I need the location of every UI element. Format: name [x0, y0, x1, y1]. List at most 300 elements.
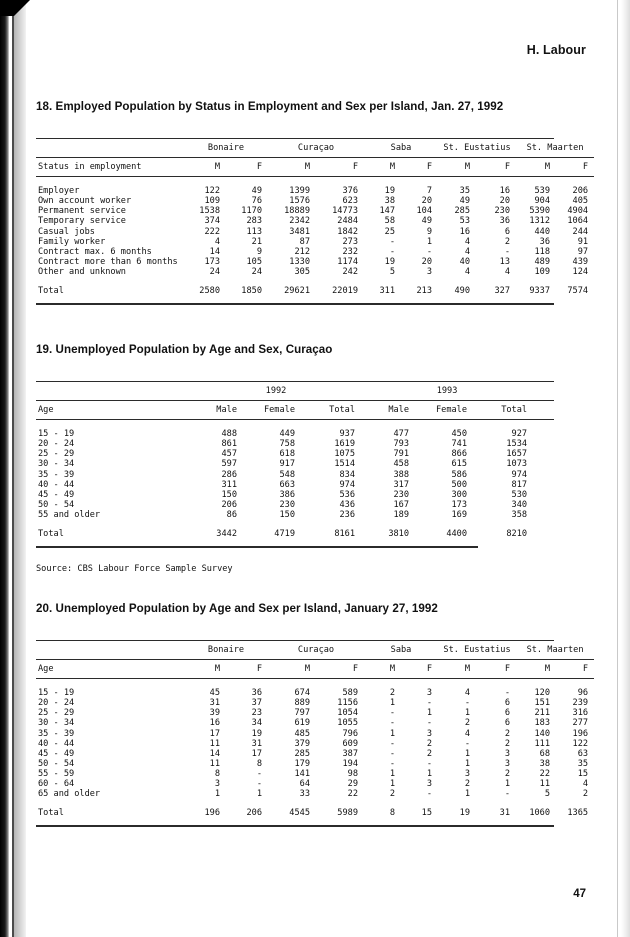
- table-20-row-label: 40 - 44: [38, 738, 75, 749]
- table-18-cell: 14773: [332, 206, 358, 217]
- table-18-cell: 25: [384, 226, 395, 237]
- table-20-sex-header: M: [464, 664, 471, 675]
- table-20-cell: 1: [464, 708, 471, 719]
- running-head: H. Labour: [526, 43, 586, 57]
- table-19-row-label: 55 and older: [38, 509, 101, 520]
- table-row: [36, 510, 554, 520]
- table-20-total-cell: 4545: [289, 808, 310, 819]
- table-19-total-cell: 3810: [388, 529, 410, 540]
- table-20-total-cell: 8: [389, 808, 395, 819]
- table-20-cell: 179: [294, 758, 310, 769]
- table-18-total-cell: 22019: [332, 286, 358, 297]
- table-20-sex-header: F: [582, 664, 589, 675]
- table-20-row-label: 55 - 59: [38, 768, 75, 779]
- table-20-cell: 277: [572, 718, 589, 729]
- table-18-cell: 36: [499, 216, 511, 227]
- table-20-cell: 1: [214, 789, 220, 800]
- table-18-cell: -: [389, 246, 395, 257]
- table-19-cell: 230: [393, 489, 410, 500]
- table-20-total-row: [36, 808, 594, 818]
- table-19-cell: 436: [339, 499, 356, 510]
- table-19-total-cell: 8161: [334, 529, 356, 540]
- table-18-cell: 4: [464, 236, 471, 247]
- table-20-cell: 3: [426, 779, 433, 790]
- table-18-cell: 285: [454, 206, 471, 217]
- table-20-sex-header: F: [504, 664, 511, 675]
- table-20-cell: 120: [534, 688, 551, 699]
- table-row: [36, 729, 594, 739]
- table-19-cell: 917: [279, 459, 295, 470]
- table-19-cell: 300: [451, 489, 468, 500]
- table-row: [36, 227, 594, 237]
- table-20-cell: 96: [577, 688, 589, 699]
- table-18-total-cell: 490: [454, 286, 471, 297]
- table-20-cell: 111: [534, 738, 551, 749]
- table-18-cell: -: [504, 246, 511, 257]
- table-18-row-label: Family worker: [38, 236, 106, 247]
- table-row: [36, 718, 594, 728]
- table-20-cell: 3: [214, 779, 220, 790]
- table-20-row-label: 50 - 54: [38, 758, 75, 769]
- table-19-total-cell: 3442: [216, 529, 237, 540]
- table-19-corner-cell: [36, 382, 191, 400]
- table-18-cell: 105: [246, 256, 262, 267]
- table-18-cell: 4: [464, 266, 471, 277]
- table-19-block: [36, 343, 554, 574]
- table-19-cell: 206: [221, 499, 237, 510]
- table-20-cell: 239: [572, 698, 589, 709]
- table-20-cell: 589: [342, 688, 358, 699]
- table-20-cell: 2: [464, 718, 471, 729]
- table-20-cell: 63: [577, 748, 589, 759]
- table-20-rule-bottom: [36, 825, 554, 827]
- table-20-cell: 3: [504, 748, 511, 759]
- table-20-cell: 22: [539, 768, 551, 779]
- table-20-title: 20. Unemployed Population by Age and Sex per Island, January 27, 1992: [36, 602, 438, 615]
- table-18-cell: 232: [342, 246, 358, 257]
- table-18-cell: 489: [534, 256, 551, 267]
- table-20-cell: 2: [389, 688, 395, 699]
- table-18-cell: 19: [384, 186, 395, 197]
- table-18-cell: 118: [534, 246, 551, 257]
- table-row: [36, 449, 554, 459]
- table-18-cell: 4: [464, 246, 471, 257]
- table-20-cell: 609: [342, 738, 358, 749]
- table-20-stub-header: Age: [38, 664, 54, 675]
- table-19-cell: 663: [279, 479, 295, 490]
- table-20-group-curacao: Curaçao: [297, 645, 335, 655]
- table-18-cell: 16: [459, 226, 471, 237]
- table-19-row-label: 45 - 49: [38, 489, 75, 500]
- table-18-row-label: Other and unknown: [38, 266, 126, 277]
- table-row: [36, 439, 554, 449]
- table-18-row-label: Contract more than 6 months: [38, 256, 178, 267]
- table-20-cell: 1: [389, 728, 395, 739]
- table-19-cell: 741: [451, 439, 468, 450]
- table-20-cell: 22: [347, 789, 358, 800]
- table-18-cell: 1538: [199, 206, 220, 217]
- table-20-cell: 2: [389, 789, 395, 800]
- table-20: [36, 641, 594, 825]
- table-18-cell: 539: [534, 186, 551, 197]
- table-18-row-label: Casual jobs: [38, 226, 95, 237]
- table-18-total-label: Total: [38, 286, 64, 297]
- table-18-cell: -: [426, 246, 433, 257]
- table-19-cell: 866: [451, 449, 468, 460]
- table-20-sex-header: M: [389, 664, 395, 675]
- table-18-group-st-maarten: St. Maarten: [526, 143, 584, 153]
- table-20-group-st-maarten: St. Maarten: [526, 645, 584, 655]
- table-18-total-row: [36, 286, 594, 296]
- table-18-cell: 122: [204, 186, 220, 197]
- table-19-total-label: Total: [38, 529, 64, 540]
- table-20-cell: 151: [534, 698, 551, 709]
- table-row: [36, 480, 554, 490]
- table-20-cell: 23: [251, 708, 262, 719]
- table-18-cell: 439: [572, 256, 589, 267]
- table-20-row-label: 45 - 49: [38, 748, 75, 759]
- table-18-cell: 374: [204, 216, 220, 227]
- table-20-cell: 64: [299, 779, 310, 790]
- table-20-cell: 140: [534, 728, 551, 739]
- table-20-cell: 387: [342, 748, 358, 759]
- table-18-cell: 6: [504, 226, 511, 237]
- table-18-cell: 4904: [567, 206, 589, 217]
- table-18-rule-bottom: [36, 303, 554, 305]
- table-row: [36, 789, 594, 799]
- table-20-cell: 36: [251, 688, 262, 699]
- table-18-cell: 14: [209, 246, 220, 257]
- table-row: [36, 779, 594, 789]
- table-20-cell: 2: [464, 779, 471, 790]
- table-20-cell: 38: [539, 758, 551, 769]
- table-18-title: 18. Employed Population by Status in Employment and Sex per Island, Jan. 27, 1992: [36, 100, 504, 113]
- table-18-cell: 49: [459, 196, 471, 207]
- table-19-row-label: 40 - 44: [38, 479, 75, 490]
- table-row: [36, 267, 594, 277]
- table-18-sex-header: F: [256, 162, 262, 173]
- table-19-row-label: 15 - 19: [38, 429, 75, 440]
- table-19-cell: 1073: [506, 459, 528, 470]
- table-18-cell: 113: [246, 226, 262, 237]
- table-20-cell: 29: [347, 779, 358, 790]
- table-19-cell: 586: [451, 469, 468, 480]
- table-20-cell: -: [389, 758, 395, 769]
- table-20-cell: 1156: [337, 698, 358, 709]
- table-19-cell: 530: [511, 489, 528, 500]
- table-20-cell: 4: [464, 688, 471, 699]
- table-19-cell: 834: [339, 469, 356, 480]
- table-19-cell: 286: [221, 469, 237, 480]
- table-18-block: [36, 100, 589, 305]
- table-19-total-cell: 4400: [446, 529, 468, 540]
- table-18-cell: 1399: [289, 186, 310, 197]
- table-20-sex-header: F: [352, 664, 358, 675]
- table-18-cell: 49: [251, 186, 262, 197]
- table-20-cell: 19: [251, 728, 262, 739]
- table-20-cell: 17: [209, 728, 220, 739]
- table-19-cell: 86: [226, 509, 237, 520]
- table-18-sex-header: M: [544, 162, 551, 173]
- table-19-cell: 791: [393, 449, 410, 460]
- table-19-sub-header: Total: [501, 405, 528, 416]
- table-19-cell: 169: [451, 509, 468, 520]
- table-18-island-header-row: [36, 139, 594, 157]
- table-18-cell: 58: [384, 216, 395, 227]
- table-18-cell: 21: [251, 236, 262, 247]
- table-18-spacer: [36, 177, 594, 186]
- table-19-total-cell: 4719: [274, 529, 295, 540]
- table-20-total-cell: 5989: [337, 808, 358, 819]
- table-19-stub-header: Age: [38, 405, 54, 416]
- table-row: [36, 739, 594, 749]
- table-row: [36, 247, 594, 257]
- table-20-cell: 141: [294, 768, 310, 779]
- table-18-cell: 212: [294, 246, 310, 257]
- table-18-cell: 9: [426, 226, 433, 237]
- table-18-cell: 2: [504, 236, 511, 247]
- table-18-cell: 3481: [289, 226, 310, 237]
- table-19-sub-header-row: [36, 401, 554, 419]
- table-20-row-label: 35 - 39: [38, 728, 75, 739]
- table-18-sex-header: F: [352, 162, 358, 173]
- table-20-cell: 379: [294, 738, 310, 749]
- table-20-cell: 6: [504, 708, 511, 719]
- table-19-cell: 793: [393, 439, 410, 450]
- table-18-cell: 1174: [337, 256, 358, 267]
- table-18-cell: 273: [342, 236, 358, 247]
- table-20-cell: 11: [539, 779, 551, 790]
- table-18-sex-header-row: [36, 158, 594, 176]
- table-20-cell: 4: [582, 779, 589, 790]
- table-20-group-bonaire: Bonaire: [207, 645, 245, 655]
- table-19-total-row: [36, 529, 554, 539]
- table-20-cell: 1: [426, 708, 433, 719]
- table-20-cell: -: [389, 708, 395, 719]
- table-19-cell: 150: [279, 509, 295, 520]
- table-18-cell: 9: [256, 246, 262, 257]
- table-20-cell: 4: [464, 728, 471, 739]
- table-19-cell: 548: [279, 469, 295, 480]
- table-18-row-label: Permanent service: [38, 206, 126, 217]
- table-19-sub-header: Male: [388, 405, 410, 416]
- table-19-cell: 340: [511, 499, 528, 510]
- table-19-cell: 449: [279, 429, 295, 440]
- table-19-group-1993: 1993: [436, 386, 458, 396]
- table-18-cell: 305: [294, 266, 310, 277]
- table-20-cell: 183: [534, 718, 551, 729]
- table-row: [36, 196, 594, 206]
- table-20-sex-header: F: [426, 664, 433, 675]
- table-20-cell: 31: [209, 698, 220, 709]
- table-20-cell: 33: [299, 789, 310, 800]
- table-18-cell: 2484: [337, 216, 358, 227]
- table-19-body: [36, 420, 554, 546]
- table-18-sex-header: M: [389, 162, 395, 173]
- table-row: [36, 708, 594, 718]
- table-19-trailing-cell: [533, 382, 554, 400]
- table-18-total-cell: 7574: [567, 286, 589, 297]
- table-20-spacer: [36, 679, 594, 688]
- table-20-cell: 11: [209, 758, 220, 769]
- table-19-cell: 150: [221, 489, 237, 500]
- table-18-cell: 173: [204, 256, 220, 267]
- table-20-cell: 2: [504, 768, 511, 779]
- table-18-cell: 109: [534, 266, 551, 277]
- table-20-cell: -: [389, 748, 395, 759]
- table-19-cell: 358: [511, 509, 528, 520]
- table-19-row-label: 25 - 29: [38, 449, 75, 460]
- table-18-cell: 1170: [241, 206, 262, 217]
- table-18-cell: 76: [251, 196, 262, 207]
- table-18-total-cell: 311: [379, 286, 395, 297]
- table-19-year-header-row: [36, 382, 554, 400]
- table-18-group-bonaire: Bonaire: [207, 143, 245, 153]
- table-20-sex-header: M: [214, 664, 220, 675]
- table-20-total-label: Total: [38, 808, 64, 819]
- table-20-group-st-eustatius: St. Eustatius: [443, 645, 511, 655]
- table-20-cell: 485: [294, 728, 310, 739]
- table-19-cell: 500: [451, 479, 468, 490]
- table-20-cell: 1: [389, 698, 395, 709]
- table-18-total-cell: 9337: [529, 286, 551, 297]
- table-18-total-cell: 1850: [241, 286, 262, 297]
- table-18-cell: 1576: [289, 196, 310, 207]
- table-19-cell: 173: [451, 499, 468, 510]
- table-18-sex-header: F: [582, 162, 589, 173]
- table-20-cell: -: [426, 698, 433, 709]
- table-20-cell: 889: [294, 698, 310, 709]
- table-20-sex-header: F: [256, 664, 262, 675]
- table-18-body: [36, 177, 594, 303]
- table-20-cell: -: [464, 738, 471, 749]
- table-18-sex-header: M: [214, 162, 220, 173]
- table-19-source-note: Source: CBS Labour Force Sample Survey: [36, 564, 233, 575]
- table-18-cell: 35: [459, 186, 471, 197]
- table-19-cell: 1534: [506, 439, 528, 450]
- table-20-row-label: 25 - 29: [38, 708, 75, 719]
- page-number: 47: [573, 888, 586, 900]
- table-19-cell: 386: [279, 489, 295, 500]
- table-row: [36, 698, 594, 708]
- table-20-cell: 1: [464, 789, 471, 800]
- table-20-spacer-after-total: [36, 818, 594, 825]
- table-18-cell: 242: [342, 266, 358, 277]
- table-20-total-cell: 1365: [567, 808, 589, 819]
- table-20-cell: 1: [256, 789, 262, 800]
- table-19-cell: 615: [451, 459, 468, 470]
- table-18-cell: 7: [426, 186, 433, 197]
- table-18-cell: 53: [459, 216, 471, 227]
- table-20-cell: 3: [504, 758, 511, 769]
- table-19-spacer-before-total: [36, 520, 554, 529]
- table-20-cell: -: [389, 738, 395, 749]
- table-row: [36, 237, 594, 247]
- table-18-cell: 38: [384, 196, 395, 207]
- table-20-cell: -: [389, 718, 395, 729]
- table-19: [36, 382, 554, 546]
- table-18-cell: 24: [209, 266, 220, 277]
- table-20-block: [36, 602, 589, 827]
- table-18-sex-header: F: [504, 162, 511, 173]
- table-19-cell: 1619: [334, 439, 356, 450]
- table-20-cell: -: [426, 789, 433, 800]
- table-18-row-label: Temporary service: [38, 216, 126, 227]
- table-18-cell: -: [389, 236, 395, 247]
- table-18-cell: 20: [499, 196, 511, 207]
- table-18-sex-header: M: [304, 162, 310, 173]
- table-18-cell: 244: [572, 226, 589, 237]
- table-20-cell: 1: [464, 748, 471, 759]
- table-20-island-header-row: [36, 641, 594, 659]
- table-19-cell: 167: [393, 499, 410, 510]
- table-20-cell: 45: [209, 688, 220, 699]
- table-18-cell: 24: [251, 266, 262, 277]
- table-19-spacer-after-total: [36, 539, 554, 546]
- table-18-cell: 5: [389, 266, 395, 277]
- table-19-cell: 317: [393, 479, 410, 490]
- table-18-cell: 1330: [289, 256, 310, 267]
- table-18-cell: 20: [421, 256, 433, 267]
- table-row: [36, 216, 594, 226]
- table-20-cell: 5: [544, 789, 551, 800]
- table-20-sex-header: M: [544, 664, 551, 675]
- table-20-group-saba: Saba: [390, 645, 412, 655]
- table-20-cell: 34: [251, 718, 262, 729]
- table-row: [36, 429, 554, 439]
- table-18-total-cell: 327: [494, 286, 511, 297]
- table-20-spacer-before-total: [36, 799, 594, 808]
- table-18-sex-header: F: [426, 162, 433, 173]
- table-20-cell: -: [504, 789, 511, 800]
- table-row: [36, 769, 594, 779]
- table-20-cell: 2: [582, 789, 589, 800]
- table-20-sex-header: M: [304, 664, 310, 675]
- table-20-cell: 797: [294, 708, 310, 719]
- table-row: [36, 459, 554, 469]
- table-19-row-label: 35 - 39: [38, 469, 75, 480]
- table-20-total-cell: 1060: [529, 808, 551, 819]
- table-20-cell: -: [256, 779, 262, 790]
- table-20-total-cell: 31: [499, 808, 511, 819]
- table-18-cell: 230: [494, 206, 511, 217]
- table-18-cell: 36: [539, 236, 551, 247]
- table-18-cell: 405: [572, 196, 589, 207]
- table-19-row-label: 20 - 24: [38, 439, 75, 450]
- table-20-cell: 31: [251, 738, 262, 749]
- table-19-trailing-cell: [533, 401, 554, 419]
- table-19-cell: 1514: [334, 459, 356, 470]
- table-20-cell: -: [256, 768, 262, 779]
- table-20-total-cell: 15: [421, 808, 433, 819]
- table-18-cell: 222: [204, 226, 220, 237]
- table-20-cell: 2: [504, 728, 511, 739]
- table-19-cell: 618: [279, 449, 295, 460]
- table-18-cell: 16: [499, 186, 511, 197]
- table-20-cell: 1: [426, 768, 433, 779]
- table-20-cell: 37: [251, 698, 262, 709]
- table-18-cell: 283: [246, 216, 262, 227]
- table-19-cell: 230: [279, 499, 295, 510]
- table-row: [36, 490, 554, 500]
- table-row: [36, 186, 594, 196]
- table-19-row-label: 50 - 54: [38, 499, 75, 510]
- table-19-cell: 311: [221, 479, 237, 490]
- table-19-group-1992: 1992: [265, 386, 287, 396]
- table-18-row-label: Own account worker: [38, 196, 132, 207]
- table-18-group-st-eustatius: St. Eustatius: [443, 143, 511, 153]
- table-19-sub-header: Male: [216, 405, 237, 416]
